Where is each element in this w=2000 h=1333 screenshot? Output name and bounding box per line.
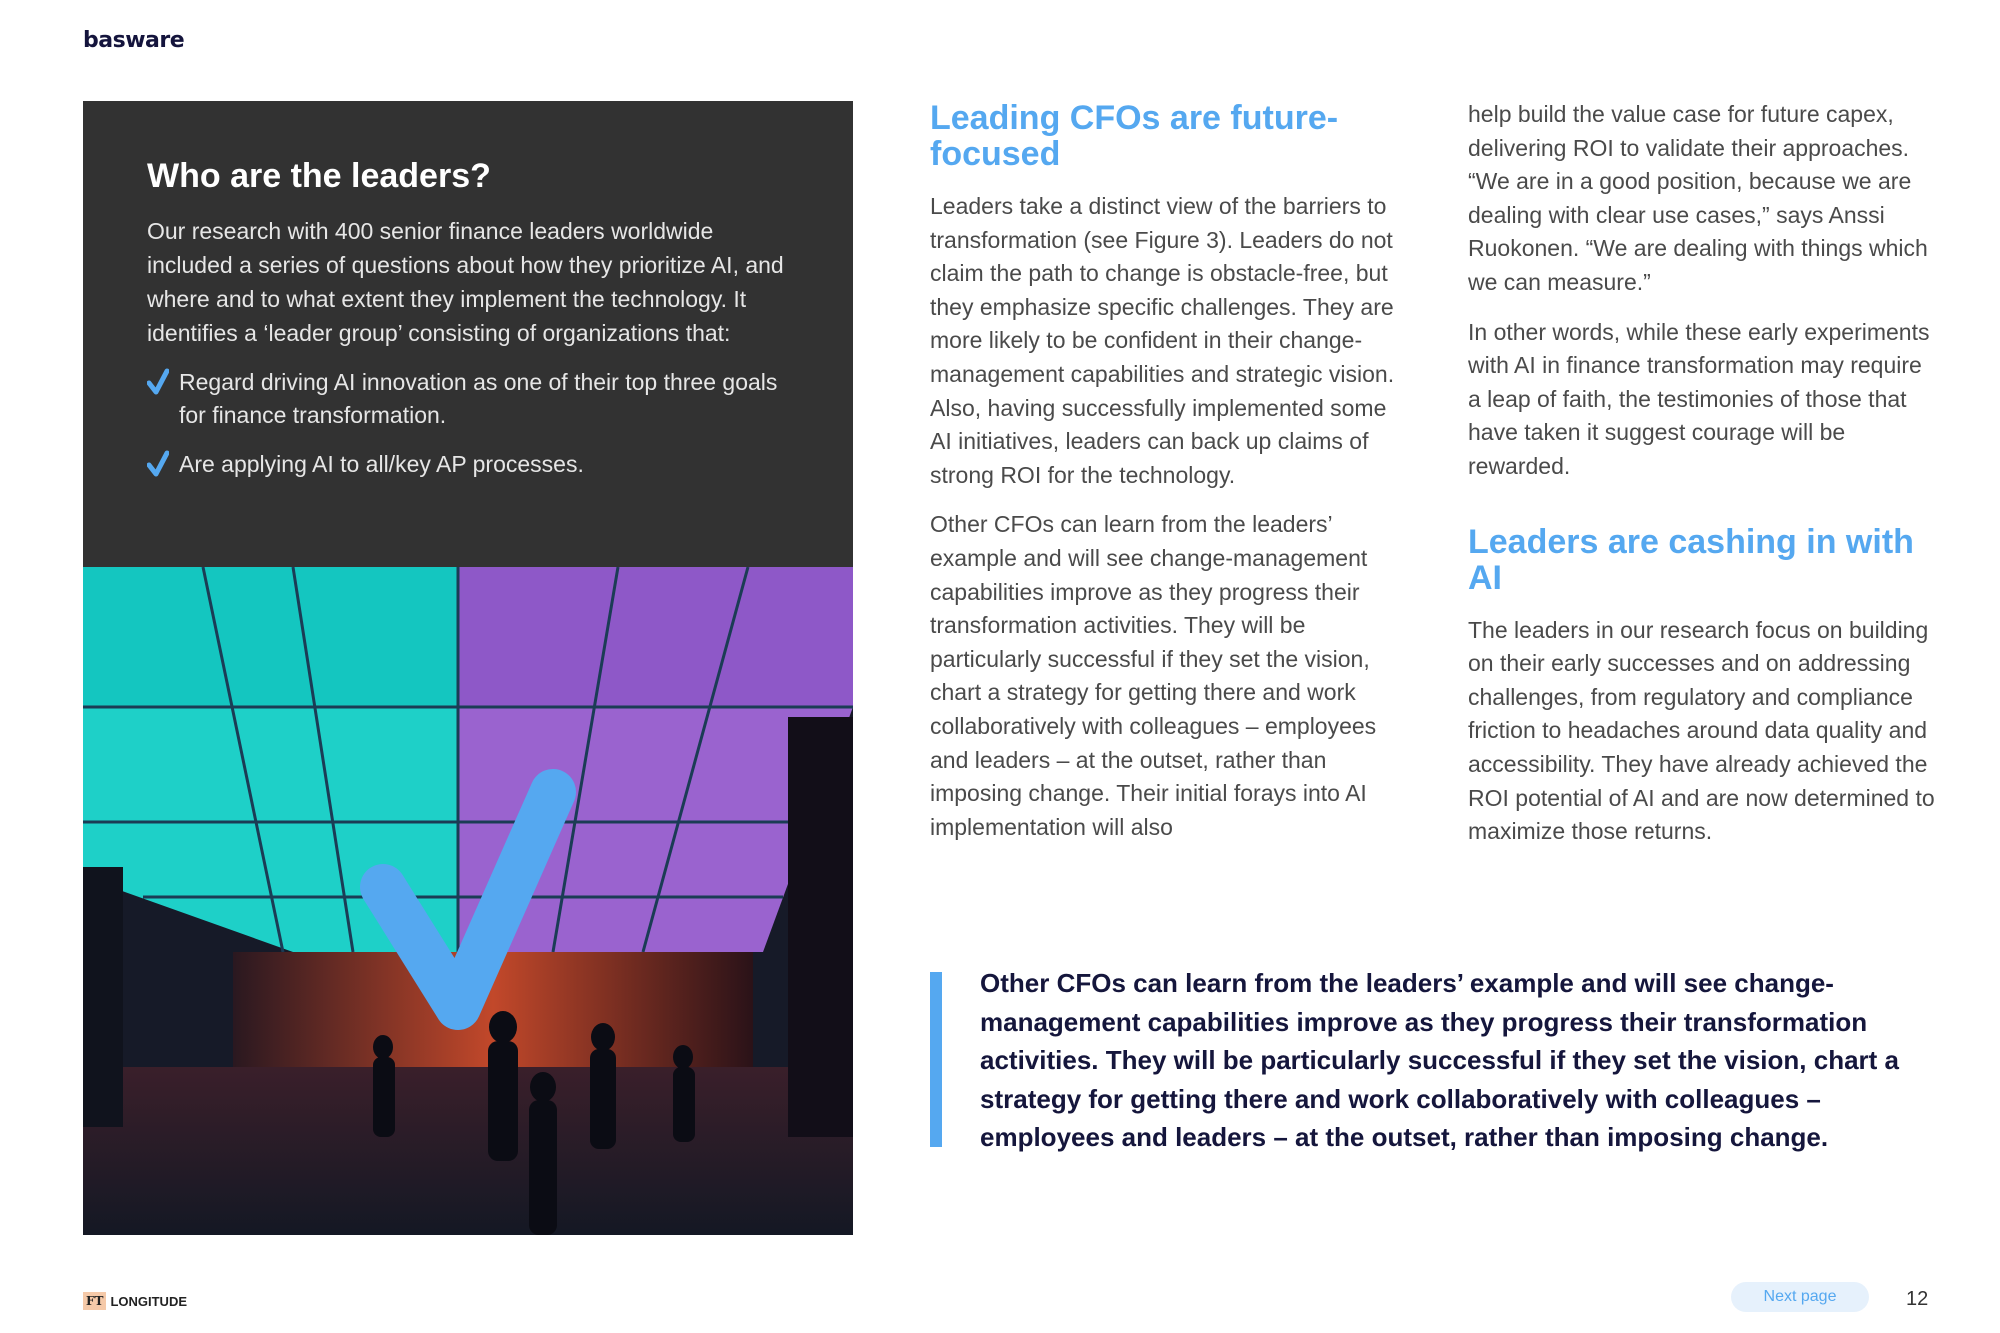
neon-ceiling-image xyxy=(83,567,853,1235)
ft-logo-box: FT xyxy=(83,1292,106,1310)
body-paragraph: In other words, while these early experiments with AI in finance transformation may require a leap of faith, the testimonies of those that have taken it suggest courage will be rewarded. xyxy=(1468,318,1930,479)
list-item-text: Are applying AI to all/key AP processes. xyxy=(179,451,584,477)
pull-quote-text: Other CFOs can learn from the leaders’ example and will see change-management capabilities improve as they progress their transformation activities. They will be particularly successful if they set the vision, chart a strategy for getting there and work collaboratively with colleagues – employees and leaders – at the outset, rather than imposing change. xyxy=(980,968,1900,1152)
body-paragraph: help build the value case for future capex, delivering ROI to validate their approaches. “We are in a good position, because we are dealing with clear use cases,” says Anssi Ruokonen. “We are dealing with things which we can measure.” xyxy=(1468,101,1928,295)
list-item xyxy=(147,448,789,481)
leaders-card-title: Who are the leaders? xyxy=(147,157,491,195)
ft-logo-text: LONGITUDE xyxy=(110,1293,188,1309)
checkmark-icon xyxy=(147,450,169,478)
checkmark-icon xyxy=(147,368,169,396)
pull-quote xyxy=(930,968,1930,1152)
body-paragraph: Other CFOs can learn from the leaders’ example and will see change-management capabilities improve as they progress their transformation activities. They will be particularly successful if they set the vision, chart a strategy for getting there and work collaboratively with colleagues – employees and leaders – at the outset, rather than imposing change. Their initial forays into AI implementation will also xyxy=(930,511,1377,840)
body-paragraph: The leaders in our research focus on building on their early successes and on addressing challenges, from regulatory and compliance friction to headaches around data quality and accessibility. They have already achieved the ROI potential of AI and are now determined to maximize those returns. xyxy=(1468,616,1935,845)
list-item xyxy=(147,366,789,432)
leaders-info-card xyxy=(83,101,853,567)
column-left xyxy=(930,100,1400,860)
page-number: 12 xyxy=(1906,1288,1929,1310)
next-page-button[interactable]: Next page xyxy=(1731,1282,1869,1312)
ft-longitude-logo xyxy=(83,1292,187,1310)
column-right xyxy=(1468,98,1938,865)
section-heading-cashing-in: Leaders are cashing in with AI xyxy=(1468,522,1914,597)
hero-photo xyxy=(83,567,853,1235)
section-heading-future-focused: Leading CFOs are future-focused xyxy=(930,99,1339,173)
leaders-card-intro: Our research with 400 senior finance leaders worldwide included a series of questions about how they prioritize AI, and where and to what extent they implement the technology. It identifies a ‘leader group’ consisting of organizations that: xyxy=(147,218,784,346)
basware-logo: basware xyxy=(83,28,185,53)
body-paragraph: Leaders take a distinct view of the barriers to transformation (see Figure 3). Leaders do not claim the path to change is obstacle-free, but they emphasize specific challenges. They are more likely to be confident in their change-management capabilities and strategic vision. Also, having successfully implemented some AI initiatives, leaders can back up claims of strong ROI for the technology. xyxy=(930,193,1395,488)
leaders-criteria-list xyxy=(147,366,789,481)
list-item-text: Regard driving AI innovation as one of their top three goals for finance transformation. xyxy=(179,369,778,428)
quote-accent-bar xyxy=(930,972,942,1147)
